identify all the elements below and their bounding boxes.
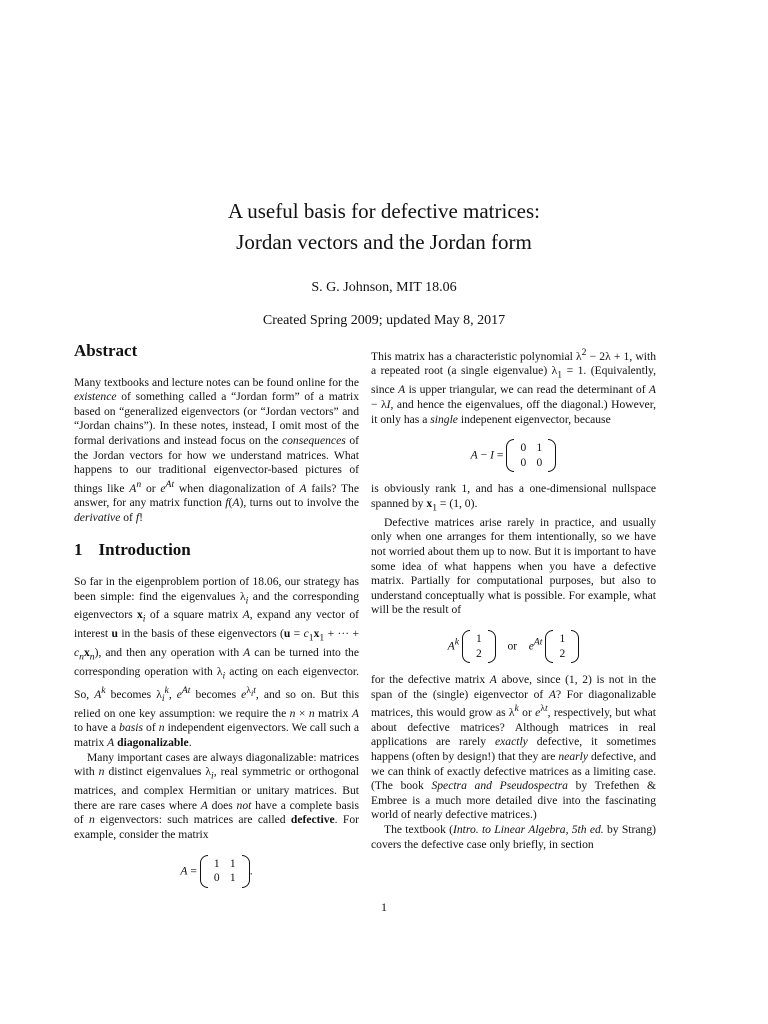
- matrix-a: 1 1 0 1: [200, 857, 250, 886]
- matrix-a-minus-i: 0 1 0 0: [506, 441, 556, 470]
- equation-a-minus-i: A − I = 0 1 0 0: [371, 441, 656, 470]
- intro-paragraph-1: So far in the eigenproblem portion of 18.06, our strategy has been simple: find the eigenvalues $\lambda_i$ and the corresponding eigenvectors $x_i$ of a square matrix A, expand any vector of interest u in the basis of these eigenvectors ($u = c_1x_1$ + ··· + $c_nx_n$), and then any operation with A can be turned into the corresponding operation with $\lambda_i$ acting on each eigenvector. So, $A^k$ becomes $\lambda_i^k$, $e^{At}$ becomes $e^{\lambda_it}$, and so on. But this relied on one key assumption: we require the n × n matrix A to have a basis of n independent eigenvectors. We call such a matrix A diagonalizable.: [74, 574, 360, 750]
- section-title: Introduction: [98, 540, 191, 560]
- section-number: 1: [74, 540, 83, 560]
- right-paragraph-3: Defective matrices arise rarely in practice, and usually only when one arranges for them intentionally, so we have not worried about them up to now. But it is important to have some idea of what happens when you have a defective matrix. Partially for computational purposes, but also to understand conceptually what is possible. For example, what will be the result of: [371, 515, 656, 617]
- title-block: [0, 196, 768, 329]
- right-paragraph-2: is obviously rank 1, and has a one-dimensional nullspace spanned by $x_1 = (1$, 0).: [371, 482, 656, 514]
- paper-title: [0, 196, 768, 258]
- author: S. G. Johnson, MIT 18.06: [311, 280, 457, 295]
- equation-powers: $A^k$ 1 2 or $e^{At}$ 1 2: [371, 632, 656, 661]
- right-column: [371, 346, 656, 852]
- abstract-heading: Abstract: [74, 341, 138, 360]
- title-line-1: A useful basis for defective matrices:: [228, 199, 540, 223]
- page-number: 1: [381, 900, 387, 914]
- left-column: [74, 340, 359, 896]
- abstract-paragraph: Many textbooks and lecture notes can be found online for the existence of something called a “Jordan form” of a matrix based on “generalized eigenvectors (or “Jordan vectors” and “Jordan chains”). In these notes, instead, I omit most of the formal derivations and instead focus on the consequences of the Jordan vectors for how we understand matrices. What happens to our traditional eigenvector-based pictures of things like $A^n$ or $e^{At}$ when diagonalization of A fails? The answer, for any matrix function f(A), turns out to involve the derivative of f!: [74, 375, 359, 524]
- date-line: Created Spring 2009; updated May 8, 2017: [262, 313, 506, 328]
- intro-heading: [74, 540, 359, 560]
- right-paragraph-4: for the defective matrix A above, since (1, 2) is not in the span of the (single) eigenvector of A? For diagonalizable matrices, this would grow as $\lambda^k$ or $e^{\lambda t}$, respectively, but what about defective matrices? Although matrices in real applications are rarely exactly defective, it sometimes happens (often by design!) that they are nearly defective, and we can think of exactly defective matrices as a limiting case. (The book Spectra and Pseudospectra by Trefethen & Embree is a much more detailed dive into the fascinating world of nearly defective matrices.): [371, 673, 657, 822]
- vector-1-2-second: 1 2: [545, 632, 579, 661]
- right-paragraph-1: This matrix has a characteristic polynomial $\lambda^2 - 2\lambda + 1$, with a repeated root (a single eigenvalue) $\lambda_1 = 1$. (Equivalently, since A is upper triangular, we can read the determinant of A − λI, and hence the eigenvalues, off the diagonal.) However, it only has a single indepenent eigenvector, because: [371, 347, 656, 426]
- right-paragraph-5: The textbook (Intro. to Linear Algebra, 5th ed. by Strang) covers the defective case only briefly, in section: [371, 822, 656, 851]
- title-line-2: Jordan vectors and the Jordan form: [236, 230, 532, 254]
- equation-matrix-a: A = 1 1 0 1 .: [180, 857, 253, 885]
- vector-1-2-first: 1 2: [462, 632, 496, 661]
- intro-paragraph-2: Many important cases are always diagonalizable: matrices with n distinct eigenvalues $\lambda_i$, real symmetric or orthogonal matrices, and complex Hermitian or unitary matrices. But there are rare cases where A does not have a complete basis of n eigenvectors: such matrices are called defective. For example, consider the matrix: [74, 750, 359, 841]
